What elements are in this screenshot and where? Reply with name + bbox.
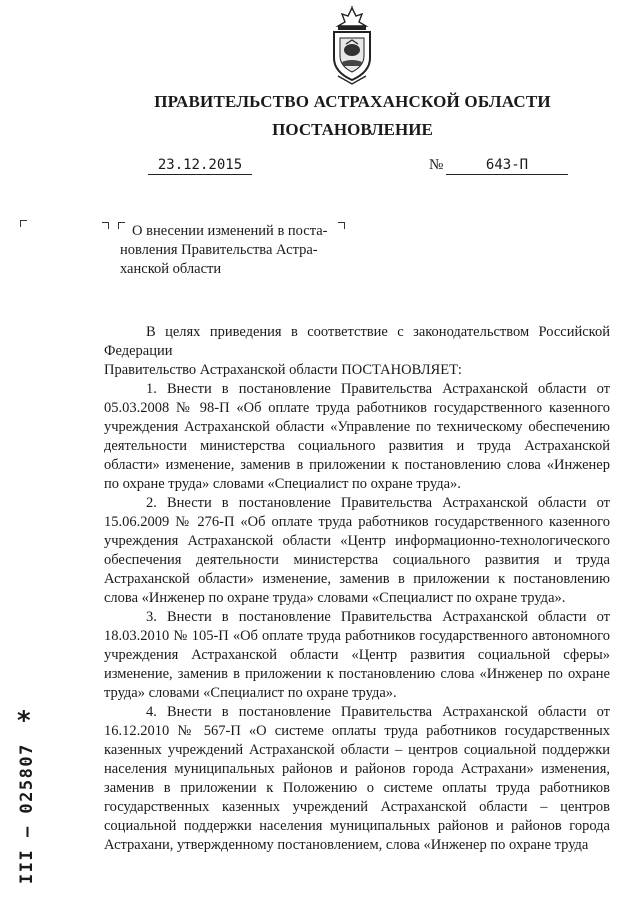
organization-title: ПРАВИТЕЛЬСТВО АСТРАХАНСКОЙ ОБЛАСТИ [154, 92, 551, 111]
document-body [104, 323, 610, 855]
body-paragraph: 3. Внести в постановление Правительства Астраханской области от 18.03.2010 № 105-П «Об оплате труда работников государственного автономного учреждения Астраханской области «Центр развития социальной сферы» изменение, заменив в приложении к постановлению слова «Инженер по охране труда» словами «Специалист по охране труда». [104, 609, 610, 701]
body-paragraph: Правительство Астраханской области ПОСТАНОВЛЯЕТ: [104, 362, 462, 378]
subject-line: О внесении изменений в поста- [132, 223, 328, 239]
body-paragraph: В целях приведения в соответствие с законодательством Российской Федерации [104, 324, 610, 359]
coat-of-arms-emblem [326, 6, 378, 86]
document-date: 23.12.2015 [148, 156, 252, 175]
document-type: ПОСТАНОВЛЕНИЕ [272, 120, 433, 139]
side-serial-code: III – 025807 [17, 743, 37, 884]
subject-line: новления Правительства Астра- [120, 242, 318, 258]
subject-line: ханской области [120, 261, 222, 277]
body-paragraph: 4. Внести в постановление Правительства Астраханской области от 16.12.2010 № 567-П «О системе оплаты труда работников государственных казенных учреждений Астраханской области – центров социальной поддержки населения муниципальных районов и районов города Астрахани» изменения, заменив в приложении к Положению о системе оплаты труда работников государственных казенных учреждений Астраханской области – центров социальной поддержки населения муниципальных районов и районов города Астрахани, утвержденному постановлением, слова «Инженер по охране труда [104, 704, 610, 853]
corner-mark-left [20, 220, 27, 227]
document-subject [120, 222, 346, 279]
number-sign: № [429, 157, 444, 173]
side-star-mark: * [17, 706, 31, 736]
body-paragraph: 1. Внести в постановление Правительства Астраханской области от 05.03.2008 № 98-П «Об оплате труда работников государственного казенного учреждения Астраханской области «Управление по техническому обеспечению деятельности министерства социального развития и труда Астраханской области» изменение, заменив в приложении к постановлению слова «Инженер по охране труда» словами «Специалист по охране труда». [104, 381, 610, 492]
corner-mark-right [102, 222, 109, 229]
document-number: 643-П [446, 156, 568, 175]
body-paragraph: 2. Внести в постановление Правительства Астраханской области от 15.06.2009 № 276-П «Об оплате труда работников государственного казенного учреждения Астраханской области «Центр информационно-технологического обеспечения деятельности министерства социального развития и труда Астраханской области» изменение, заменив в приложении к постановлению слова «Инженер по охране труда» словами «Специалист по охране труда». [104, 495, 610, 606]
